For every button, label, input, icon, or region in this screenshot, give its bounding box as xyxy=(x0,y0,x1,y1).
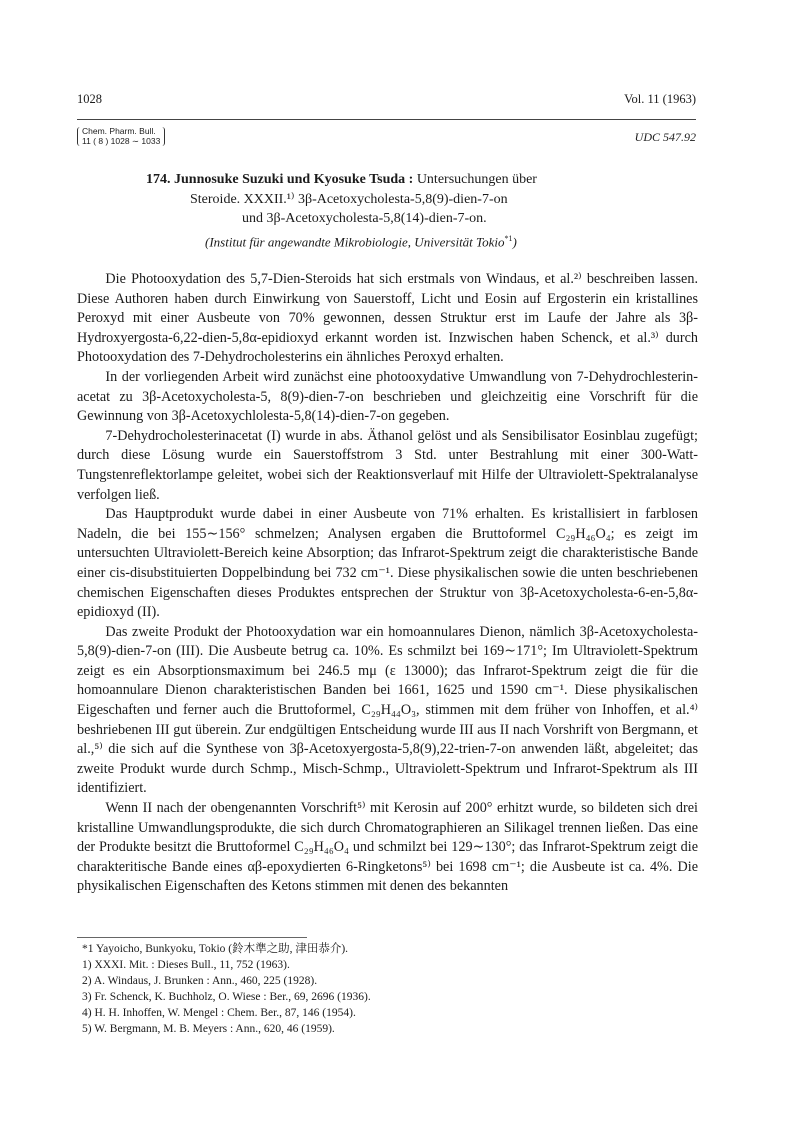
paragraph-4: Das Hauptprodukt wurde dabei in einer Ausbeute von 71% erhalten. Es kristallisiert in farblosen Nadeln, die bei 155∼156° schmelzen; Analysen ergaben die Bruttoformel C₂₉H₄₆O₄; es zeigt im untersuchten Ultraviolett-Bereich keine Absorption; das Infrarot-Spektrum zeigt die charakteristische Bande einer cis-disubstituierten Doppelbindung bei 732 cm⁻¹. Diese physikalischen sowie die unten beschriebenen chemischen Eigenschaften dieses Produktes entsprechen der Struktur von 3β-Acetoxycholesta-6-en-5,8α-epidioxyd (II). xyxy=(77,506,698,621)
header-rule xyxy=(77,119,696,120)
affiliation-footnote-marker: *1 xyxy=(504,234,513,243)
paragraph-6: Wenn II nach der obengenannten Vorschrift⁵⁾ mit Kerosin auf 200° erhitzt wurde, so bildeten sich drei kristalline Umwandlungsprodukte, die sich durch Chromatographieren an Silikagel trennen ließen. Das eine der Produkte besitzt die Bruttoformel C₂₉H₄₆O₄ und schmilzt bei 129∼130°; das Infrarot-Spektrum zeigt die charakteritische Bande eines αβ-epoxydierten 6-Ringketons⁵⁾ bei 1698 cm⁻¹; die Ausbeute ist ca. 4%. Die physikalischen Eigenschaften des Ketons stimmen mit denen des bekannten xyxy=(77,800,698,895)
title-line-1-rest: Untersuchungen über xyxy=(413,172,537,187)
title-line-2: Steroide. XXXII.¹⁾ 3β-Acetoxycholesta-5,8(9)-dien-7-on xyxy=(190,191,508,207)
page-number: 1028 xyxy=(77,92,102,106)
affiliation-text: (Institut für angewandte Mikrobiologie, Universität Tokio xyxy=(205,234,505,250)
journal-reference xyxy=(77,127,165,146)
footnotes xyxy=(82,941,371,1037)
affiliation-close: ) xyxy=(512,234,517,250)
article-title xyxy=(146,170,666,229)
affiliation xyxy=(205,234,517,250)
journal-ref-line-1: Chem. Pharm. Bull. xyxy=(82,126,156,136)
paragraph-2: In der vorliegenden Arbeit wird zunächst eine photooxydative Umwandlung von 7-Dehydrochlesterin-acetat zu 3β-Acetoxycholesta-5, 8(9)-dien-7-on beschrieben und gleichzeitig eine Vorschrift für die Gewinnung von 3β-Acetoxychlolesta-5,8(14)-dien-7-on gegeben. xyxy=(77,368,698,425)
udc-code: UDC 547.92 xyxy=(634,130,696,144)
title-line-1 xyxy=(146,170,666,190)
title-line-3: und 3β-Acetoxycholesta-5,8(14)-dien-7-on. xyxy=(242,211,487,226)
paragraph-1: Die Photooxydation des 5,7-Dien-Steroids hat sich erstmals von Windaus, et al.²⁾ beschreiben lassen. Diese Authoren haben durch Einwirkung von Sauerstoff, Licht und Eosin auf Ergosterin ein kristallines Peroxyd mit einer Ausbeute von 70% gewonnen, dessen Struktur erst im Laufe der Jahre als 3β-Hydroxyergosta-6,22-dien-5,8α-epidioxyd erkannt worden ist. Inzwischen haben Schenck, et al.³⁾ durch Photooxydation des 7-Dehydrocholesterins ein ähnliches Peroxyd erhalten. xyxy=(77,271,698,366)
footnote-3: 3) Fr. Schenck, K. Buchholz, O. Wiese : Ber., 69, 2696 (1936). xyxy=(82,991,371,1003)
footnote-rule xyxy=(77,937,307,938)
footnote-affiliation: *1 Yayoicho, Bunkyoku, Tokio (鈴木準之助, 津田恭介). xyxy=(82,943,349,955)
footnote-4: 4) H. H. Inhoffen, W. Mengel : Chem. Ber., 87, 146 (1954). xyxy=(82,1007,356,1019)
paragraph-5: Das zweite Produkt der Photooxydation war ein homoannulares Dienon, nämlich 3β-Acetoxycholesta-5,8(9)-dien-7-on (III). Die Ausbeute betrug ca. 10%. Es schmilzt bei 169∼171°; Im Ultraviolett-Spektrum zeigt es ein Absorptionsmaximum bei 246.5 mμ (ε 13000); das Infrarot-Spektrum zeigt die für die homoannulare Dienon charakteristischen Banden bei 1661, 1625 und 1590 cm⁻¹. Diese physikalischen Eigeschaften und ferner auch die Bruttoformel, C₂₉H₄₄O₃, stimmen mit dem früher von Inhoffen, et al.⁴⁾ beshriebenen III gut überein. Zur endgültigen Entscheidung wurde III aus II nach Vorshrift von Bergmann, et al.,⁵⁾ die sich auf die Synthese von 3β-Acetoxyergosta-5,8(9),22-trien-7-on anwenden läßt, abgeleitet; das zweite Produkt wurde durch Schmp., Misch-Schmp., Ultraviolett-Spektrum und Infrarot-Spektrum als III identifiziert. xyxy=(77,623,698,797)
footnote-5: 5) W. Bergmann, M. B. Meyers : Ann., 620, 46 (1959). xyxy=(82,1023,335,1035)
paragraph-3: 7-Dehydrocholesterinacetat (I) wurde in abs. Äthanol gelöst und als Sensibilisator Eosinblau zugefügt; durch diese Lösung wurde ein Sauerstoffstrom 3 Std. unter Bestrahlung mit einer 300-Watt-Tungstenreflektorlampe geleitet, wobei sich der Reaktionsverlauf mit Hilfe der Ultraviolett-Spektralanalyse verfolgen ließ. xyxy=(77,427,698,503)
article-number-authors: 174. Junnosuke Suzuki und Kyosuke Tsuda : xyxy=(146,172,414,187)
volume-label: Vol. 11 (1963) xyxy=(624,92,696,106)
journal-ref-line-2: 11 ( 8 ) 1028 ∼ 1033 xyxy=(82,135,161,146)
footnote-1: 1) XXXI. Mit. : Dieses Bull., 11, 752 (1963). xyxy=(82,959,290,971)
footnote-2: 2) A. Windaus, J. Brunken : Ann., 460, 225 (1928). xyxy=(82,975,318,987)
body-text xyxy=(77,262,698,897)
page-header xyxy=(77,92,696,114)
